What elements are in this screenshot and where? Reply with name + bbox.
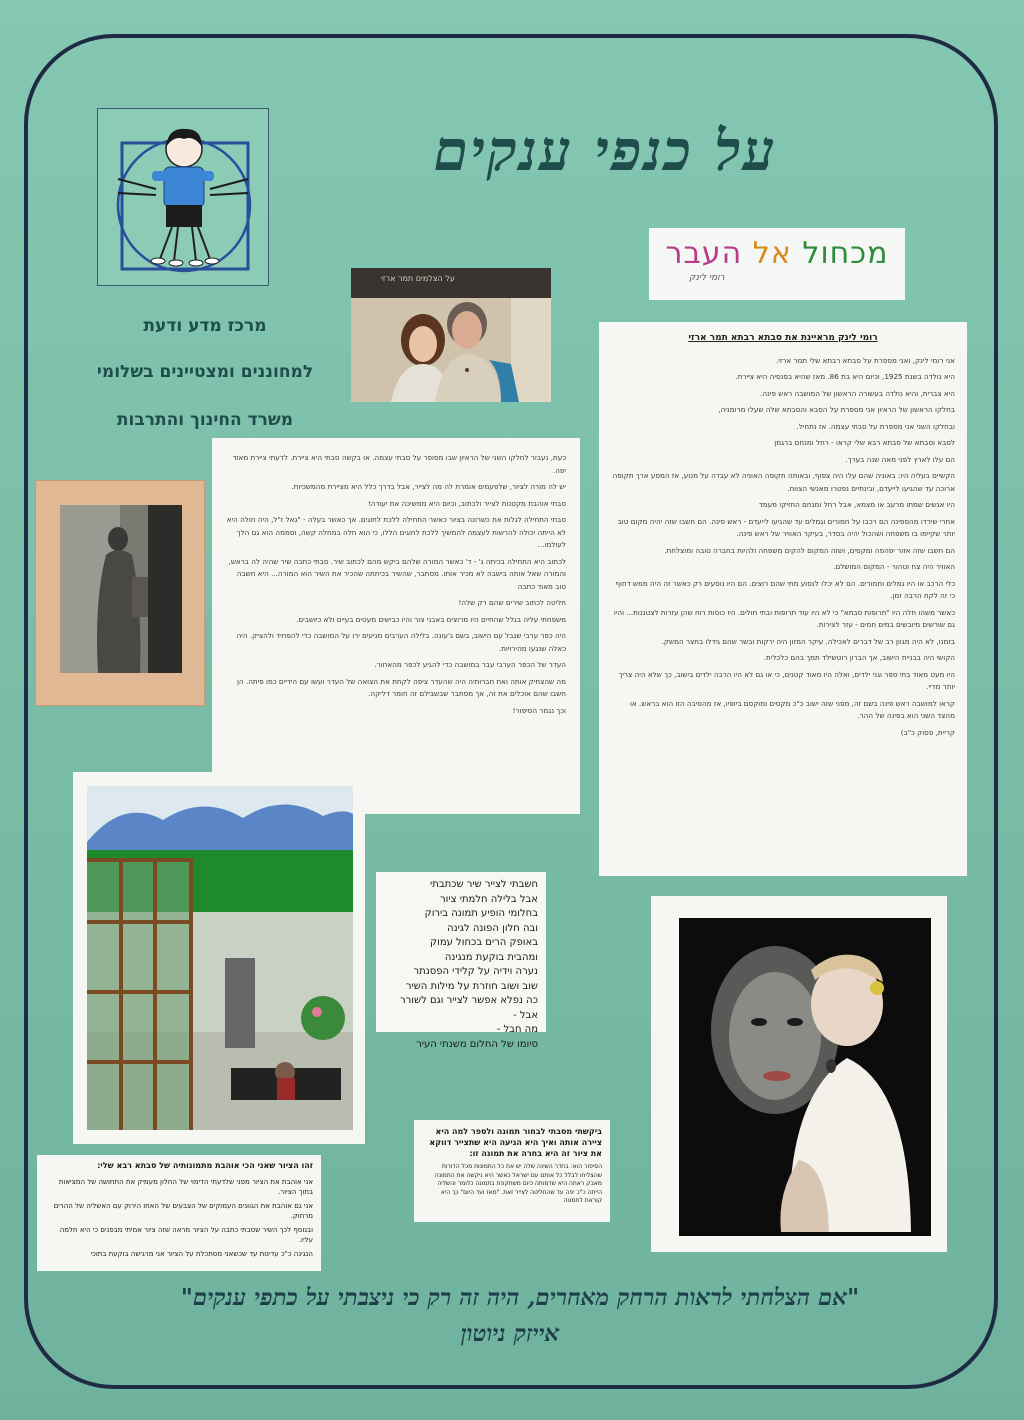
interview-paragraph: הם עלו לארץ לפני מאה שנה בערך. (845, 454, 955, 464)
poem-line: מה חבל - (496, 1024, 538, 1035)
label-word-3: העבר (665, 236, 743, 271)
interview-paragraph: הקושי היה בבניית הישוב, אך הברון רוטשילד תמך בהם כלכלית. (763, 653, 955, 662)
part2-paragraph: סבתי התחילה לגלות את כשרונה בציור כאשר התחילה ללכת לחוגים. אך כאשר בעלה - "גאל ז"ל, היה חולה היא לא הייתה יכולה להרשות לעצמה להמשיך ללכת לחוגים הללו, כי הוא חלה במחלה קשה, וסממה הוא גם הלך לעולמו... (226, 515, 566, 549)
poem-text (376, 872, 546, 1050)
interview-part2-text (212, 438, 580, 814)
label-author: רומי לינק (689, 273, 725, 283)
part2-paragraph: חליטה לכתוב שירים שהם רק שלה! (458, 598, 566, 607)
interview-paragraph: בחלקו הראשון של הראיון אני מספרת על הסבא והסבתא שלה שעלו מרומניה, (718, 405, 955, 414)
poem-line: אבל - (513, 1009, 538, 1021)
favorite-paragraph: אני אוהבת את הציור מפני שלדעתי הדימוי של החלון מעמיק את התחושה של המציאות בתוך הציור. (58, 1178, 313, 1196)
interview-paragraph: היא צברית, והיא נולדה בעשורה הראשון של המושבה ראש פינה. (760, 388, 955, 398)
part2-paragraph: יש לה מורה לציור, שלפעמים אומרת לה מה לצייר, אבל בדרך כלל היא מציירת מהמשכיות. (291, 482, 566, 491)
label-word-2: אל (752, 236, 792, 271)
favorite-paragraph: אני גם אוהבת את הגוונים העמוקים של הצבעים של האחו הירוק עם האשליה של ההרים מרחוק. (53, 1202, 313, 1220)
newton-quote-author: אייזק ניוטון (460, 1320, 560, 1347)
part2-paragraph: משפחתי עליה בגלל שהחיים היו מרוצים באבני צור והיו כבישים מעטים בעיים ולא כיושבים. (296, 614, 566, 624)
poster-title: על כנפי ענקים (433, 118, 777, 184)
poem-line: ומהבית בוקעת מנגינה (444, 951, 538, 963)
center-name-line3: משרד החינוך והתרבות (116, 410, 294, 430)
interview-paragraph: כלי הרכב או היו גמלים וחמורים. הם לא יכלו לנסוע מתי שהם רוצים. הם היו נוסעים רק כאשר זה היה ממש דחוף כי זה לקח הרבה זמן. (615, 578, 955, 600)
center-name-line2: למחוננים ומצטיינים בשלומי (96, 362, 314, 382)
interview-paragraph: קריית, פסוק כ"ב) (900, 727, 955, 737)
part2-paragraph: סבתי אוהבת מקטנות לצייר ולכתוב, וכיום היא ממשיכה את יעודה! (367, 498, 566, 508)
poem-line: סיומו של החלום משנתי העיר (416, 1038, 538, 1050)
poem-line: חשבתי לצייר שיר שכתבתי (430, 879, 538, 890)
part2-paragraph: מה שהצחיק אותה ואת חברותיה היה שהעדר ציפה לקחת את הצואה של העדר ועשו עם הידיים כמו פיתה. הן חשבו שהם אוכלים את זה, אך מסתבר שבשבילם זה חומר דליקה. (236, 676, 566, 698)
old-photo-frame (35, 480, 205, 706)
label-word-1: מכחול (802, 236, 889, 271)
interview-paragraph: היא נולדה בשנת 1925, וכיום היא בת 86. מאז שהיא בפנסיה היא ציירת. (735, 372, 955, 381)
interview-paragraph: אחרי שירדו מהספינה הם רכבו על חמורים וגמלים עד שהגיעו לייעדם - ראש פינה. הם חשבו שזה יהיה מקום טוב יותר שקיימו בו משפחה ושהכול יהיה בסדר, בעיקר האוויר של ראש פינה. (617, 516, 955, 538)
family-photo (351, 268, 551, 402)
old-photo (36, 481, 205, 706)
portrait-painting-frame (651, 896, 947, 1252)
part2-paragraph: לכתוב היא התחילה בכיתה ג' - ד' כאשר המורה שלהם ביקש מהם לכתוב שיר. סבתי כתבה שיר שהיה לה בראש, והמורה שאל אותה בישבה לא מכיר אותו. מסתבר, שהשיר בכיתתה שהכיר את השיר הוא המורה... היא חשבה טוב מאוד כתבה (228, 556, 566, 591)
interview-paragraph: ובחלקו השני אני מספרת על סבתי עצמה. אז נתחיל. (796, 421, 955, 431)
favorite-heading: זהו הציור שאני הכי אוהבת מתמונותיה של סבתא רבא שלי: (97, 1161, 313, 1170)
interview-paragraph: קראו למושבה ראש פינה בשם זה, מפני שזה ישוב כ"כ מקסים ומוקסם ביופיו, אז מהסיבה הזו הוא בראש. או מהצד השני הוא בפינה של ההר. (629, 698, 955, 720)
favorite-paragraph: ובנוסף לכך השיר שסבתי כתבה על הציור מראה שזה ציור אמיתי מבפנים כי היא חלמה עליו. (59, 1226, 313, 1244)
favorite-paragraph: הנגינה כ"כ עדינות עד שכשאני מסתכלת על הציור אני מרגישה בוקעת בתוכי (90, 1250, 313, 1258)
portrait-caption-body: הסיפור הוא: בחדר השינה שלה יש את כל התמונות מכל הדורות שהצליחו לבלל כל אותם עם ישראל כאשר היא ניקשה את התמונה מאבק ראתה היא שדמותה כיום משתקפת בתמונה כלומר והשליה הייתה כ"כ יפה עד שהחליטה לצייר זאת. "מאז ועד היום" כך היא קוראת לתמונה (434, 1163, 602, 1204)
interview-paragraph: בזמנו, לא היה מגוון רב של דברים לאכילה. עיקר המזון היה ירקות ובשר שהם גידלו בחצר המשק. (661, 636, 955, 646)
interview-heading: רומי לינק מראיינת את סבתא רבתא תמר ארזי (688, 333, 878, 343)
poem-line: כה נפלא אפשר לצייר וגם לשורר (400, 995, 538, 1006)
poem-line: באופק הרים בכחול עמוק (430, 937, 538, 948)
center-name-line1: מרכז מדע ודעת (143, 316, 267, 336)
photo-header-text: על הצלמים תמר ארזי (381, 274, 455, 283)
favorite-painting-text (37, 1155, 321, 1271)
interview-paragraph: כאשר משהו חלה היו "תרופות סבתא" כי לא היו עוד תרופות ובתי חולים. היו כוסות רוח שהן עזרות לצטננות... והיו גם שורשים מיובשים במים חמים - עזר לצירות. (613, 607, 955, 629)
portrait-caption (414, 1120, 610, 1222)
part2-paragraph: העדר של הכפר הערבי עבר במושבה כדי להגיע לכפר מהאחור. (374, 660, 566, 669)
part2-paragraph: וכך נגמר הסיפור! (512, 705, 566, 715)
interview-paragraph: לסבא וסבתא של סבתא רבא שלי קראו - רחל ומנחם ברגמן (774, 438, 955, 447)
center-logo (97, 108, 269, 286)
interview-text (599, 322, 967, 876)
poem-line: בחלומי הופיע תמונה בירוק (424, 908, 538, 919)
poem-line: ובה חלון הפונה לגינה (447, 922, 538, 934)
interview-paragraph: אני רומי לינק, ואני מספרת על סבתא רבתא שלי תמר ארזי. (775, 355, 955, 365)
interview-paragraph: האוויר היה צח וטהור - המקום המושלם. (833, 562, 955, 571)
poem-line: נערה וידיה על קלידי הפסנתר (413, 966, 538, 977)
interview-paragraph: היו מעט מאוד בתי ספר וגני ילדים, ואלה היו מאוד קטנים, כי או גם לא היו הרבה ילדים בישוב, כך שלא היה צריך יותר מדיי. (618, 669, 955, 691)
window-painting-frame (73, 772, 365, 1144)
interview-paragraph: הקשיים בעליה היו: באוניה שהם עלו היה צפוף, ובאותה תקופה האוניה לא עבדה על מנוע, אז המסע ארך תקופה ארוכה עד שהגיעו לייעדם, ובינתיים נפטרו מאנשי הצוות. (612, 471, 955, 493)
portrait-caption-heading: ביקשתי מסבתי לבחור תמונה ולספר למה היא ציירה אותה ואיך היא הגיעה היא שתצייר דווקא את ציור זה היא בחרה את תמונה זו: (429, 1127, 602, 1158)
portrait-painting (651, 896, 947, 1252)
part2-paragraph: היה כפר ערבי שגבל עם הישוב, בשם ג'עונה. בלילה הערבים מגיעים ירו על המושבה כדי להפחיד ולהציק. היה כאלה שנגעו מהירויות. (236, 631, 566, 653)
project-label (649, 228, 905, 300)
interview-paragraph: הם חשבו שזה אזור יפהפה ומקסים, ושזה המקום להקים משפחה ולהיות בחברה טובה ומוצלחת. (664, 545, 955, 555)
poem-line: שוב ושוב חוזרת על מילות השיר (405, 980, 538, 992)
poem-line: אבל בלילה חלמתי ציור (440, 893, 538, 905)
part2-paragraph: כעת, נעבור לחלקו השני של הראיון שבו מסופר על סבתי עצמה. או בקשה סבתי היא ציירת. לדעתי ציירת מאוד יפה. (232, 453, 566, 475)
window-painting (73, 772, 365, 1144)
vitruvian-boy-icon (98, 109, 268, 285)
interview-paragraph: היו אנשים שמתו מרעב או מצמא, אבל רחל ומנחם החזיקו מעמד (758, 500, 955, 509)
newton-quote: "אם הצלחתי לראות הרחק מאחרים, היה זה רק כי ניצבתי על כתפי ענקים" (180, 1284, 860, 1311)
